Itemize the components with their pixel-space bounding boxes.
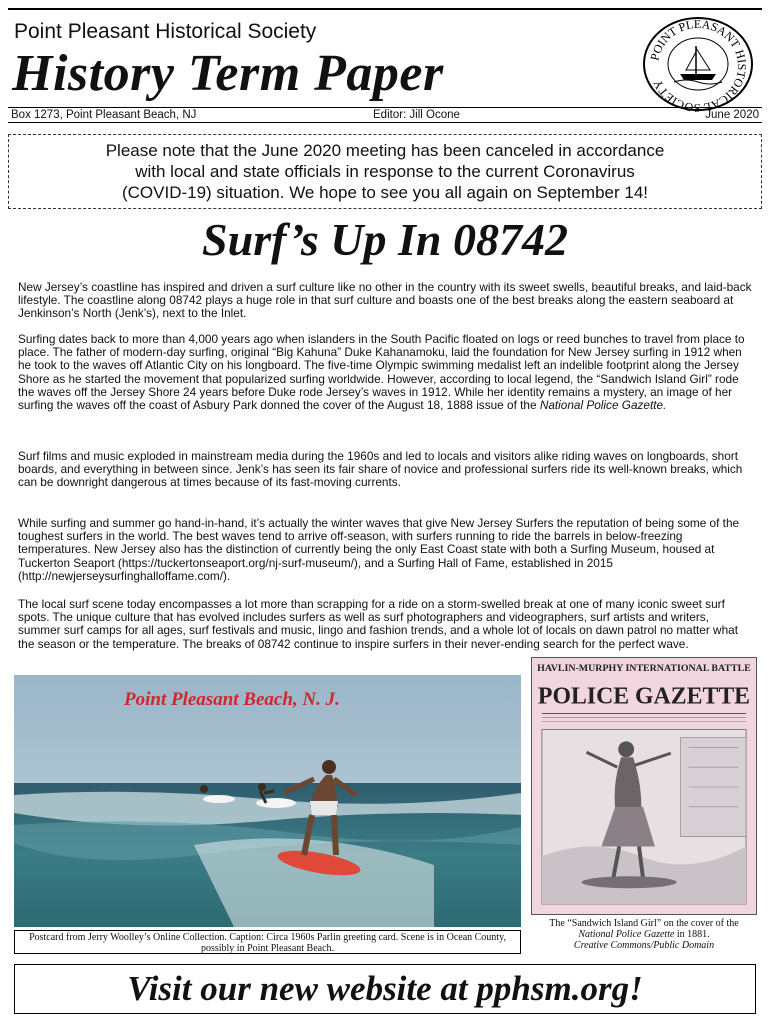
website-banner: Visit our new website at pphsm.org! bbox=[14, 964, 756, 1014]
gazette-caption bbox=[531, 918, 757, 956]
article-paragraph-5: The local surf scene today encompasses a lot more than scrapping for a ride on a storm-swelled break at one of many iconic sweet surf spots. The unique culture that has evolved includes surfers as well as surf photographers and videographers, surf artists and writers, summer surf camps for all ages, surf festivals and music, lingo and fashion trends, and a whole lot of locals on dawn patrol no matter what the season or the temperature. The breaks of 08742 continue to inspire surfers in their never-ending search for the perfect wave. bbox=[18, 597, 738, 651]
svg-text:POINT PLEASANT HISTORICAL SOCI: POINT PLEASANT HISTORICAL SOCIETY bbox=[647, 16, 750, 112]
notice-line: with local and state officials in response to the current Coronavirus bbox=[135, 162, 635, 181]
issue-date: June 2020 bbox=[705, 109, 759, 121]
article-paragraph-4: While surfing and summer go hand-in-hand, it’s actually the winter waves that give New Jersey Surfers the reputation of being some of the toughest surfers in the world. The best waves tend to arrive off-season, with surfers running to ride the barrels in below-freezing temperatures. New Jersey also has the distinction of currently being the only East Coast state with both a Surfing Museum, housed at Tuckerton Seaport (https://tuckertonseaport.org/nj-surf-museum/), and a Surfing Hall of Fame, established in 2015 (http://newjerseysurfinghalloffame.com/). bbox=[18, 516, 740, 583]
newsletter-title: History Term Paper bbox=[12, 45, 444, 102]
police-gazette-cover-image bbox=[531, 657, 757, 915]
society-seal-logo bbox=[640, 14, 756, 112]
postcard-caption: Postcard from Jerry Woolley’s Online Collection. Caption: Circa 1960s Parlin greeting card. Scene is in Ocean County, possibly in Point Pleasant Beach. bbox=[14, 930, 521, 954]
notice-line: Please note that the June 2020 meeting has been canceled in accordance bbox=[105, 141, 665, 160]
postcard-banner: Point Pleasant Beach, N. J. bbox=[124, 689, 340, 710]
top-rule bbox=[8, 8, 762, 10]
surfing-postcard-image bbox=[14, 675, 521, 927]
article-paragraph-3: Surf films and music exploded in mainstream media during the 1960s and led to locals and visitors alike riding waves on longboards, short boards, and everything in between since. Jenk’s has seen its fair share of novice and professional surfers ride its well-known breaks, which can be downright dangerous at times because of its fast-moving currents. bbox=[18, 449, 743, 490]
publication-name: National Police Gazette. bbox=[539, 398, 667, 413]
gazette-masthead: POLICE GAZETTE bbox=[537, 683, 751, 710]
editor-text: Editor: Jill Ocone bbox=[373, 109, 460, 121]
gazette-caption-text: The “Sandwich Island Girl” on the cover of the National Police Gazette in 1881. bbox=[549, 918, 739, 940]
notice-line: (COVID-19) situation. We hope to see you all again on September 14! bbox=[121, 183, 649, 202]
article-paragraph-2 bbox=[18, 333, 753, 412]
meeting-cancel-notice bbox=[8, 134, 762, 209]
article-headline: Surf’s Up In 08742 bbox=[202, 214, 568, 265]
gazette-credit: Creative Commons/Public Domain bbox=[573, 940, 715, 951]
paragraph-text: Surfing dates back to more than 4,000 years ago when islanders in the South Pacific floated on logs or reed bunches to travel from place to place. The father of modern-day surfing, original “Big Kahuna” Duke Kahanamoku, laid the foundation for New Jersey surfing in 1912 when he took to the waves off Atlantic City on his longboard. The five-time Olympic swimming medalist left an indelible footprint along the Jersey Shore as he started the movement that popularized surfing worldwide. However, according to local legend, the “Sandwich Island Girl” rode the waves off the Jersey Shore 24 years before Duke rode Jersey’s waves in 1912. While her identity remains a mystery, an image of her surfing the waves off the coast of Asbury Park donned the cover of the August 18, 1888 issue of the bbox=[18, 332, 745, 413]
society-name: Point Pleasant Historical Society bbox=[14, 20, 317, 43]
masthead-info-bar bbox=[8, 107, 762, 123]
address-text: Box 1273, Point Pleasant Beach, NJ bbox=[11, 109, 197, 121]
article-paragraph-1: New Jersey’s coastline has inspired and driven a surf culture like no other in the country with its sweet swells, beautiful breaks, and laid-back lifestyle. The coastline along 08742 plays a huge role in that surf culture and boasts one of the best breaks along the eastern seaboard at Jenkinson’s North (Jenk’s), next to the Inlet. bbox=[18, 280, 752, 321]
gazette-header: HAVLIN-MURPHY INTERNATIONAL BATTLE bbox=[537, 662, 751, 674]
